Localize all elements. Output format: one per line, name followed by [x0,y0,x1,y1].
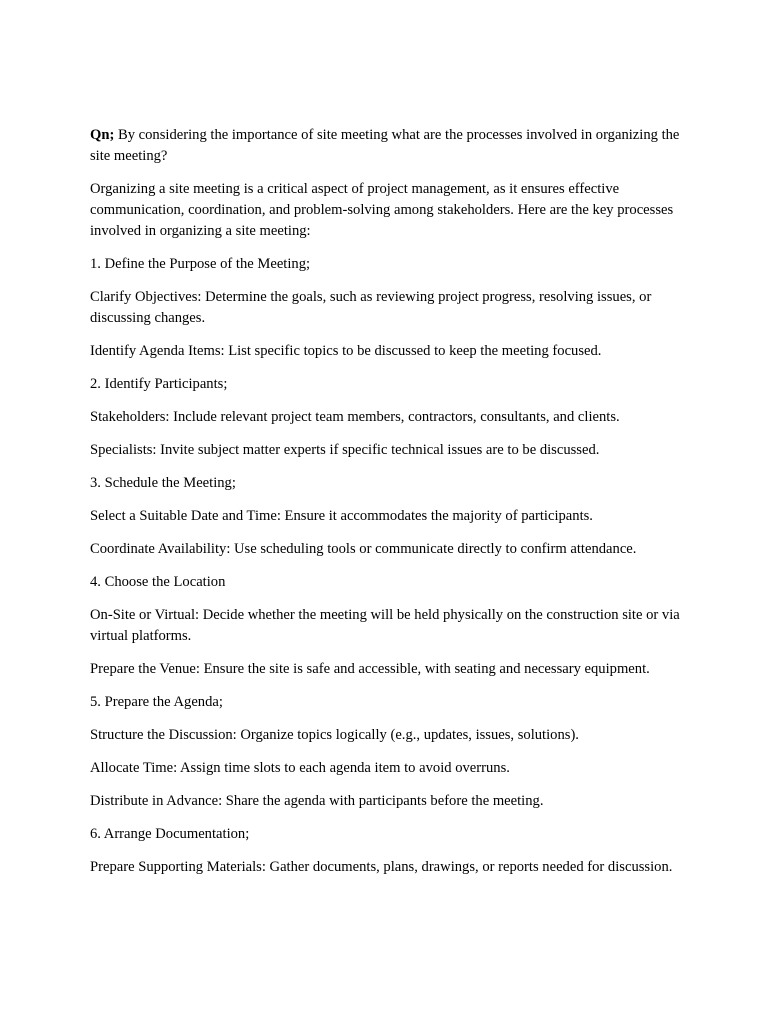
question-text: By considering the importance of site meeting what are the processes involved in organizing the site meeting? [90,127,680,164]
paragraph-supporting-materials: Prepare Supporting Materials: Gather documents, plans, drawings, or reports needed for discussion. [90,859,673,875]
paragraph-agenda-items: Identify Agenda Items: List specific topics to be discussed to keep the meeting focused. [90,343,602,359]
question-paragraph [90,125,682,167]
intro-paragraph: Organizing a site meeting is a critical aspect of project management, as it ensures effective communication, coordination, and problem-solving among stakeholders. Here are the key processes involved in organizing a site meeting: [90,181,674,239]
paragraph-distribute: Distribute in Advance: Share the agenda with participants before the meeting. [90,793,544,809]
paragraph-structure: Structure the Discussion: Organize topics logically (e.g., updates, issues, solutions). [90,727,579,743]
paragraph-stakeholders: Stakeholders: Include relevant project team members, contractors, consultants, and clients. [90,409,620,425]
document-body [90,125,682,890]
paragraph-clarify-objectives: Clarify Objectives: Determine the goals, such as reviewing project progress, resolving issues, or discussing changes. [90,289,652,326]
section-heading-participants: 2. Identify Participants; [90,376,228,392]
section-heading-purpose: 1. Define the Purpose of the Meeting; [90,256,311,272]
paragraph-date-time: Select a Suitable Date and Time: Ensure it accommodates the majority of participants. [90,508,593,524]
paragraph-venue: Prepare the Venue: Ensure the site is safe and accessible, with seating and necessary equipment. [90,661,650,677]
paragraph-allocate-time: Allocate Time: Assign time slots to each agenda item to avoid overruns. [90,760,510,776]
paragraph-specialists: Specialists: Invite subject matter experts if specific technical issues are to be discussed. [90,442,600,458]
question-label: Qn; [90,127,115,143]
section-heading-documentation: 6. Arrange Documentation; [90,826,250,842]
section-heading-agenda: 5. Prepare the Agenda; [90,694,223,710]
paragraph-onsite-virtual: On-Site or Virtual: Decide whether the meeting will be held physically on the construction site or via virtual platforms. [90,607,680,644]
section-heading-schedule: 3. Schedule the Meeting; [90,475,236,491]
paragraph-availability: Coordinate Availability: Use scheduling tools or communicate directly to confirm attendance. [90,541,637,557]
section-heading-location: 4. Choose the Location [90,574,226,590]
